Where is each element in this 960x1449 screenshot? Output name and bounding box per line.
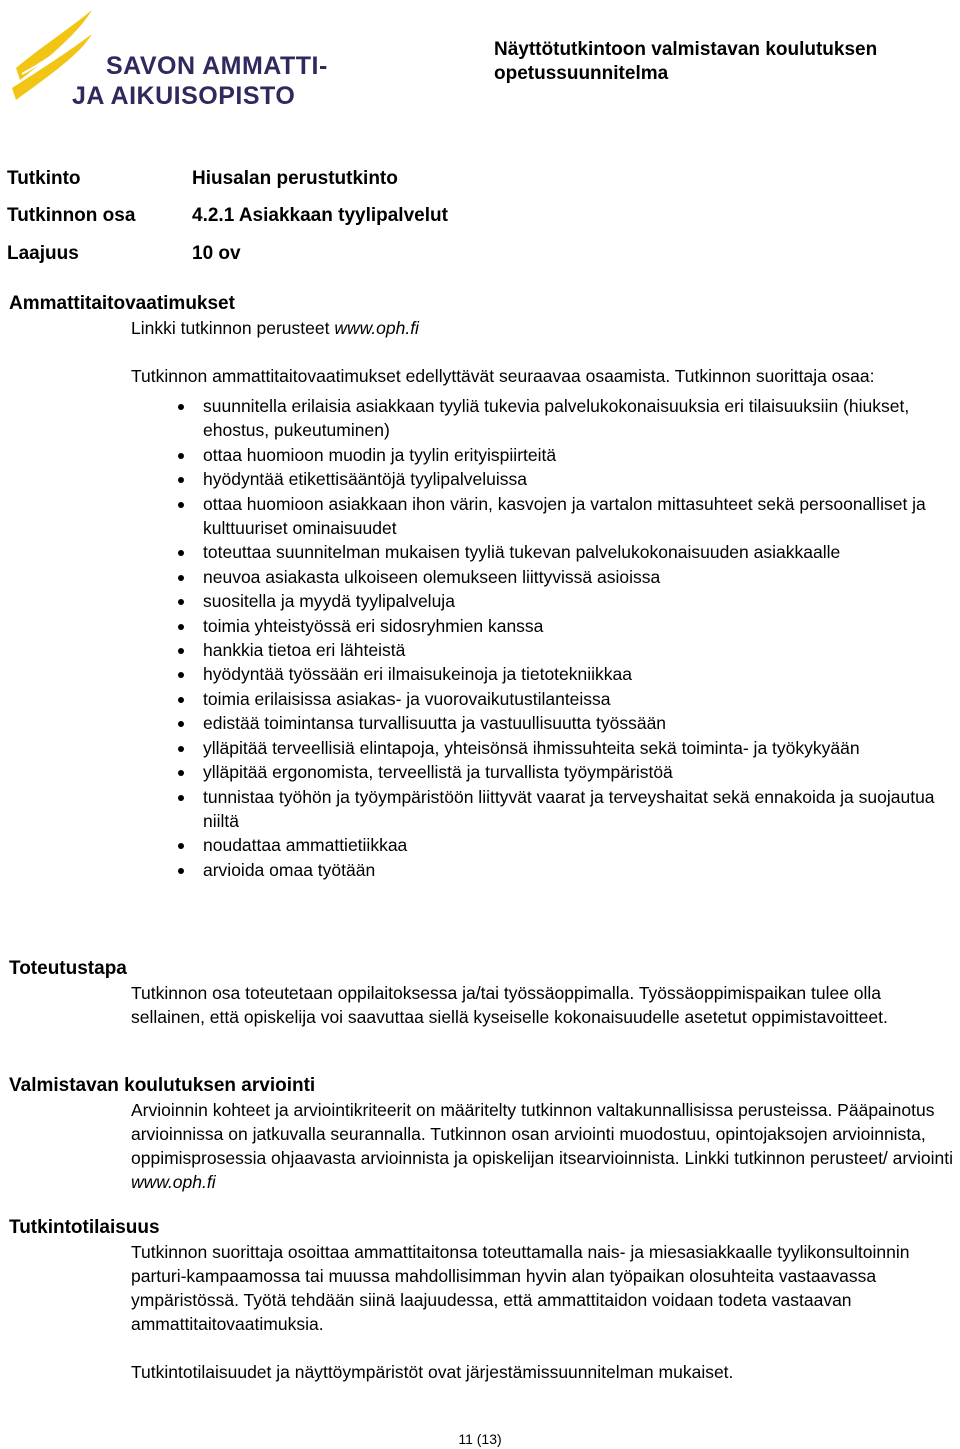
logo-text-line1: SAVON AMMATTI- xyxy=(106,52,328,80)
skill-list-item: suunnitella erilaisia asiakkaan tyyliä tukevia palvelukokonaisuuksia eri tilaisuuksiin (hiukset, ehostus, pukeutuminen) xyxy=(203,394,959,443)
info-label: Laajuus xyxy=(7,242,79,264)
heading-toteutustapa: Toteutustapa xyxy=(9,958,127,979)
info-value: 4.2.1 Asiakkaan tyylipalvelut xyxy=(192,205,448,227)
oph-arviointi-link[interactable]: www.oph.fi xyxy=(131,1172,216,1192)
arviointi-text: Arvioinnin kohteet ja arviointikriteerit on määritelty tutkinnon valtakunnallisissa perusteissa. Pääpainotus arvioinnissa on jatkuvalla seurannalla. Tutkinnon osan arviointi muodostuu, opintojaksojen arvioinnista, oppimisprosessia ohjaavasta arvioinnista ja opiskelijan itsearvioinnista. Linkki tutkinnon perusteet/ arviointi www.oph.fi xyxy=(131,1100,953,1192)
skill-list-item: ottaa huomioon muodin ja tyylin erityispiirteitä xyxy=(203,443,959,467)
ammattitaito-intro: Tutkinnon ammattitaitovaatimukset edellyttävät seuraavaa osaamista. Tutkinnon suorittaja osaa: xyxy=(131,366,875,386)
skill-list-item: ylläpitää terveellisiä elintapoja, yhteisönsä ihmissuhteita sekä toiminta- ja työkykyään xyxy=(203,736,959,760)
ammattitaito-body xyxy=(131,316,959,882)
skill-list-item: hyödyntää etikettisääntöjä tyylipalveluissa xyxy=(203,467,959,491)
skill-list-item: noudattaa ammattietiikkaa xyxy=(203,833,959,857)
toteutustapa-text: Tutkinnon osa toteutetaan oppilaitoksessa ja/tai työssäoppimalla. Työssäoppimispaikan tulee olla sellainen, että opiskelija voi saavuttaa siellä kyseiselle kokonaisuudelle asetetut oppimistavoitteet. xyxy=(131,983,888,1027)
heading-arviointi: Valmistavan koulutuksen arviointi xyxy=(9,1075,316,1096)
skill-list-item: hyödyntää työssään eri ilmaisukeinoja ja tietotekniikkaa xyxy=(203,662,959,686)
toteutustapa-body xyxy=(131,981,959,1029)
info-value: 10 ov xyxy=(192,242,241,264)
info-value: Hiusalan perustutkinto xyxy=(192,167,398,189)
skill-list-item: neuvoa asiakasta ulkoiseen olemukseen liittyvissä asioissa xyxy=(203,565,959,589)
skill-list-item: hankkia tietoa eri lähteistä xyxy=(203,638,959,662)
skill-list-item: tunnistaa työhön ja työympäristöön liittyvät vaarat ja terveyshaitat sekä ennakoida ja suojautua niiltä xyxy=(203,785,959,834)
skill-list-item: ylläpitää ergonomista, terveellistä ja turvallista työympäristöä xyxy=(203,760,959,784)
skill-list-item: toimia erilaisissa asiakas- ja vuorovaikutustilanteissa xyxy=(203,687,959,711)
tutkintotilaisuus-body xyxy=(131,1240,959,1384)
skill-list-item: toimia yhteistyössä eri sidosryhmien kanssa xyxy=(203,614,959,638)
heading-tutkintotilaisuus: Tutkintotilaisuus xyxy=(9,1217,160,1238)
skill-list-item: edistää toimintansa turvallisuutta ja vastuullisuutta työssään xyxy=(203,711,959,735)
skill-list xyxy=(131,394,959,882)
info-label: Tutkinnon osa xyxy=(7,205,136,227)
heading-ammattitaitovaatimukset: Ammattitaitovaatimukset xyxy=(9,293,235,314)
logo-text-line2: JA AIKUISOPISTO xyxy=(72,82,296,110)
document-title: Näyttötutkintoon valmistavan koulutuksen opetussuunnitelma xyxy=(494,39,878,84)
skill-list-item: arvioida omaa työtään xyxy=(203,858,959,882)
oph-link[interactable]: www.oph.fi xyxy=(334,318,419,338)
tutkintotilaisuus-note: Tutkintotilaisuudet ja näyttöympäristöt ovat järjestämissuunnitelman mukaiset. xyxy=(131,1362,734,1382)
page-number: 11 (13) xyxy=(458,1431,502,1447)
info-label: Tutkinto xyxy=(7,167,81,189)
info-row-tutkinnon-osa xyxy=(7,198,448,236)
school-logo xyxy=(10,8,340,112)
tutkintotilaisuus-text: Tutkinnon suorittaja osoittaa ammattitaitonsa toteuttamalla nais- ja miesasiakkaalle tyylikonsultoinnin parturi-kampaamossa tai muussa mahdollisimman hyvin alan työpaikan olosuhteita vastaavassa ympäristössä. Työtä tehdään siinä laajuudessa, että ammattitaidon voidaan todeta vastaavan ammattitaitovaatimuksia. xyxy=(131,1242,910,1334)
skill-list-item: suositella ja myydä tyylipalveluja xyxy=(203,589,959,613)
skill-list-item: ottaa huomioon asiakkaan ihon värin, kasvojen ja vartalon mittasuhteet sekä persoonalliset ja kulttuuriset ominaisuudet xyxy=(203,492,959,541)
standards-link-line: Linkki tutkinnon perusteet www.oph.fi xyxy=(131,318,419,338)
skill-list-item: toteuttaa suunnitelman mukaisen tyyliä tukevan palvelukokonaisuuden asiakkaalle xyxy=(203,540,959,564)
info-row-tutkinto xyxy=(7,160,448,198)
arviointi-body xyxy=(131,1098,959,1194)
info-row-laajuus xyxy=(7,235,448,273)
info-table xyxy=(7,160,448,273)
